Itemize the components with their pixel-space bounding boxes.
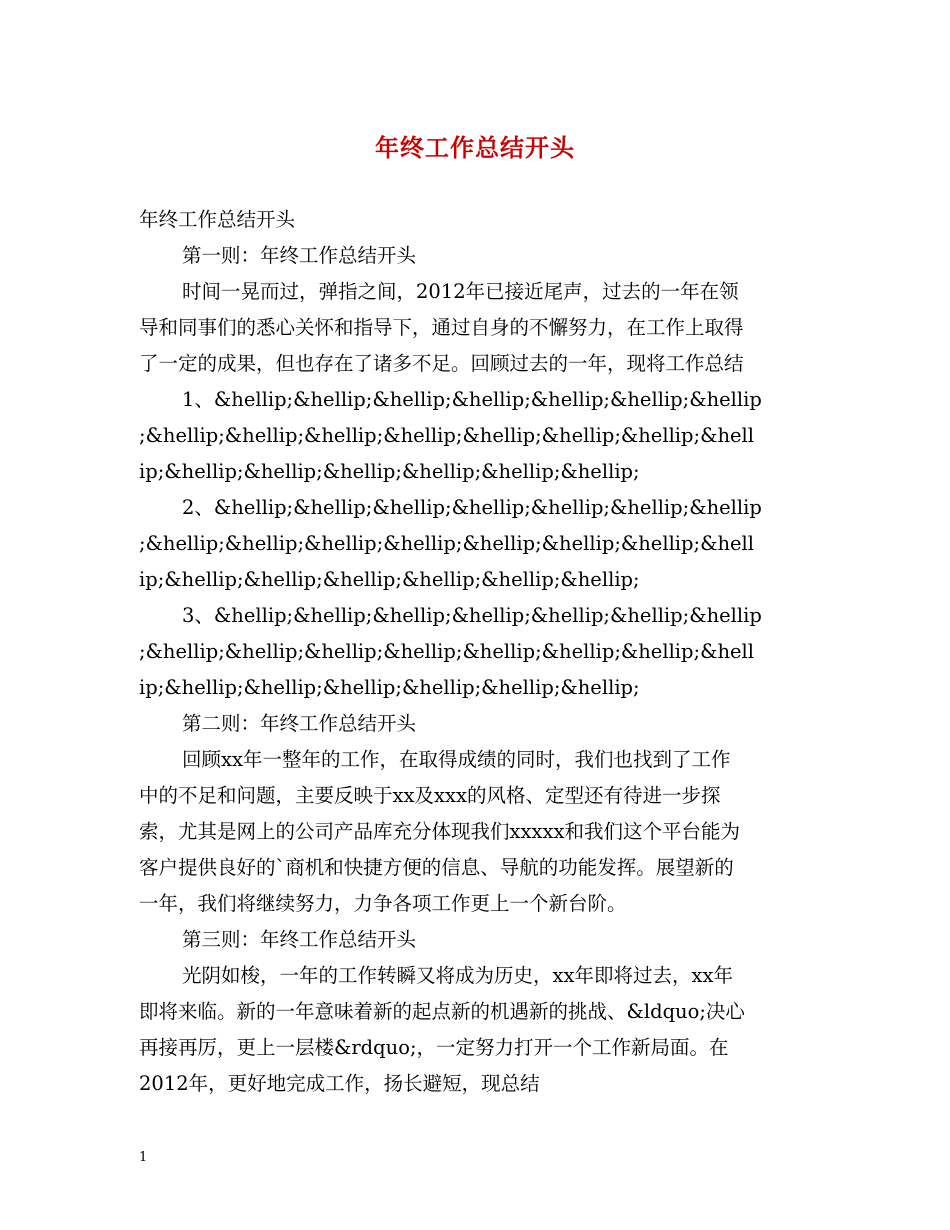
text-line: 2、&hellip;&hellip;&hellip;&hellip;&hellip;&hellip;&hellip <box>182 496 762 519</box>
text-line: 回顾xx年一整年的工作，在取得成绩的同时，我们也找到了工作 <box>182 748 731 771</box>
text-line: 中的不足和问题，主要反映于xx及xxx的风格、定型还有待进一步探 <box>139 784 721 807</box>
text-line: 一年，我们将继续努力，力争各项工作更上一个新台阶。 <box>139 892 627 915</box>
text-line: 即将来临。新的一年意味着新的起点新的机遇新的挑战、&ldquo;决心 <box>139 1000 745 1023</box>
text-line: 2012年，更好地完成工作，扬长避短，现总结 <box>139 1072 540 1095</box>
text-line: 1、&hellip;&hellip;&hellip;&hellip;&hellip;&hellip;&hellip <box>182 388 762 411</box>
text-line: 客户提供良好的`商机和快捷方便的信息、导航的功能发挥。展望新的 <box>139 856 734 879</box>
text-line: 时间一晃而过，弹指之间，2012年已接近尾声，过去的一年在领 <box>182 280 739 303</box>
document-body <box>139 202 819 1102</box>
text-line: ip;&hellip;&hellip;&hellip;&hellip;&hellip;&hellip; <box>139 568 640 591</box>
text-line: ip;&hellip;&hellip;&hellip;&hellip;&hellip;&hellip; <box>139 460 640 483</box>
text-line: 导和同事们的悉心关怀和指导下，通过自身的不懈努力，在工作上取得 <box>139 316 744 339</box>
text-line: ;&hellip;&hellip;&hellip;&hellip;&hellip;&hellip;&hellip;&hell <box>139 424 755 447</box>
text-line: 再接再厉，更上一层楼&rdquo;，一定努力打开一个工作新局面。在 <box>139 1036 729 1059</box>
text-line: 第三则：年终工作总结开头 <box>182 928 417 951</box>
text-line: ;&hellip;&hellip;&hellip;&hellip;&hellip;&hellip;&hellip;&hell <box>139 640 755 663</box>
text-line: 第二则：年终工作总结开头 <box>182 712 417 735</box>
text-line: 光阴如梭，一年的工作转瞬又将成为历史，xx年即将过去，xx年 <box>182 964 733 987</box>
text-line: 3、&hellip;&hellip;&hellip;&hellip;&hellip;&hellip;&hellip <box>182 604 762 627</box>
text-line: 第一则：年终工作总结开头 <box>182 244 417 267</box>
document-title: 年终工作总结开头 <box>375 133 575 162</box>
text-line: ip;&hellip;&hellip;&hellip;&hellip;&hellip;&hellip; <box>139 676 640 699</box>
text-line: ;&hellip;&hellip;&hellip;&hellip;&hellip;&hellip;&hellip;&hell <box>139 532 755 555</box>
page-number: 1 <box>139 1150 148 1165</box>
text-line: 了一定的成果，但也存在了诸多不足。回顾过去的一年，现将工作总结 <box>139 352 744 375</box>
text-line: 年终工作总结开头 <box>139 208 296 231</box>
text-line: 索，尤其是网上的公司产品库充分体现我们xxxxx和我们这个平台能为 <box>139 820 740 843</box>
